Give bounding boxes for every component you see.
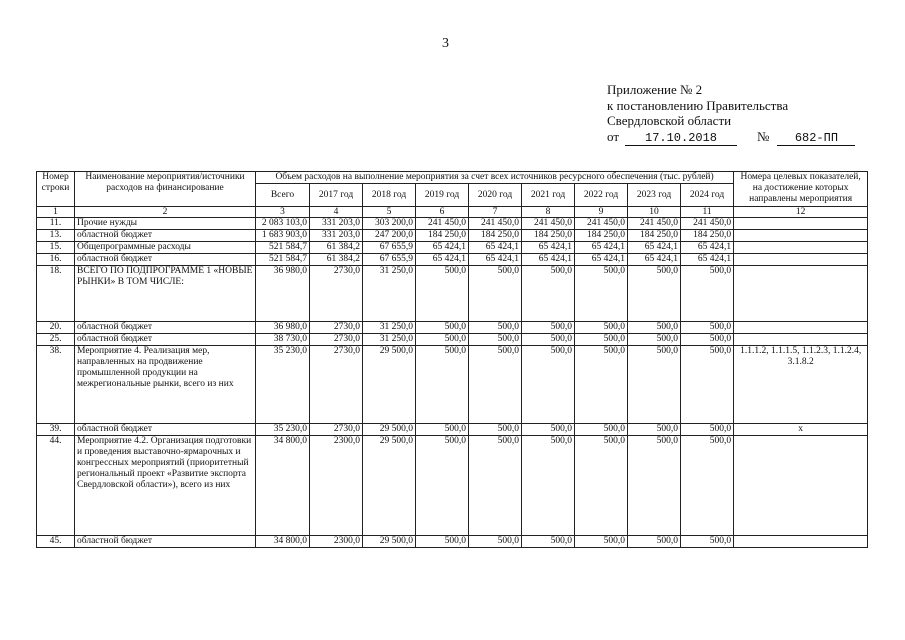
row-targets [734,266,868,322]
row-number: 44. [37,436,75,536]
row-total: 521 584,7 [256,242,310,254]
appendix-resolution: к постановлению Правительства [607,97,789,113]
row-year-value: 65 424,1 [681,242,734,254]
row-name: Общепрограммные расходы [75,242,256,254]
row-year-value: 67 655,9 [363,242,416,254]
row-name: областной бюджет [75,254,256,266]
row-year-value: 67 655,9 [363,254,416,266]
row-name: областной бюджет [75,536,256,548]
table-row [37,436,868,536]
row-targets [734,536,868,548]
row-year-value: 65 424,1 [628,254,681,266]
row-total: 35 230,0 [256,424,310,436]
header-year: 2023 год [628,184,681,207]
row-year-value: 500,0 [681,266,734,322]
row-year-value: 500,0 [628,334,681,346]
row-year-value: 500,0 [575,334,628,346]
table-row [37,218,868,230]
column-index: 8 [522,207,575,218]
column-index: 11 [681,207,734,218]
row-year-value: 331 203,0 [310,218,363,230]
row-year-value: 184 250,0 [469,230,522,242]
row-total: 2 083 103,0 [256,218,310,230]
row-year-value: 500,0 [522,334,575,346]
table-row [37,266,868,322]
row-year-value: 500,0 [681,322,734,334]
row-targets [734,436,868,536]
row-year-value: 303 200,0 [363,218,416,230]
row-year-value: 500,0 [416,536,469,548]
column-index: 4 [310,207,363,218]
row-year-value: 241 450,0 [628,218,681,230]
row-year-value: 2300,0 [310,536,363,548]
row-year-value: 500,0 [469,536,522,548]
header-year: 2017 год [310,184,363,207]
row-year-value: 61 384,2 [310,242,363,254]
row-year-value: 241 450,0 [416,218,469,230]
column-index: 1 [37,207,75,218]
row-targets [734,254,868,266]
row-year-value: 500,0 [522,424,575,436]
row-number: 11. [37,218,75,230]
row-year-value: 65 424,1 [628,242,681,254]
row-year-value: 500,0 [628,436,681,536]
row-year-value: 29 500,0 [363,536,416,548]
row-year-value: 500,0 [681,346,734,424]
row-year-value: 2730,0 [310,334,363,346]
row-year-value: 500,0 [628,536,681,548]
table-row [37,536,868,548]
row-year-value: 31 250,0 [363,334,416,346]
header-year: 2021 год [522,184,575,207]
header-row-no: Номер строки [37,172,75,207]
row-year-value: 241 450,0 [522,218,575,230]
header-volume: Объем расходов на выполнение мероприятия за счет всех источников ресурсного обеспечения (тыс. рублей) [256,172,734,184]
row-year-value: 247 200,0 [363,230,416,242]
row-number: 38. [37,346,75,424]
resolution-number: 682-ПП [777,132,855,146]
row-number: 25. [37,334,75,346]
row-number: 20. [37,322,75,334]
row-targets: 1.1.1.2, 1.1.1.5, 1.1.2.3, 1.1.2.4, 3.1.8.2 [734,346,868,424]
row-name: Мероприятие 4. Реализация мер, направленных на продвижение промышленной продукции на межрегиональные рынки, всего из них [75,346,256,424]
row-name: областной бюджет [75,424,256,436]
row-name: областной бюджет [75,334,256,346]
row-year-value: 500,0 [522,266,575,322]
row-number: 16. [37,254,75,266]
header-total: Всего [256,184,310,207]
row-total: 38 730,0 [256,334,310,346]
row-year-value: 65 424,1 [416,242,469,254]
column-index: 12 [734,207,868,218]
header-year: 2018 год [363,184,416,207]
row-total: 35 230,0 [256,346,310,424]
row-year-value: 31 250,0 [363,266,416,322]
row-year-value: 29 500,0 [363,436,416,536]
row-year-value: 500,0 [628,322,681,334]
row-year-value: 500,0 [522,322,575,334]
row-year-value: 61 384,2 [310,254,363,266]
row-year-value: 2730,0 [310,346,363,424]
row-year-value: 500,0 [416,266,469,322]
header-year: 2020 год [469,184,522,207]
row-year-value: 65 424,1 [681,254,734,266]
row-year-value: 500,0 [469,322,522,334]
row-year-value: 184 250,0 [416,230,469,242]
row-name: ВСЕГО ПО ПОДПРОГРАММЕ 1 «НОВЫЕ РЫНКИ» В ТОМ ЧИСЛЕ: [75,266,256,322]
row-name: областной бюджет [75,322,256,334]
row-year-value: 500,0 [522,346,575,424]
row-year-value: 184 250,0 [628,230,681,242]
appendix-title: Приложение № 2 [607,82,703,97]
appendix-region: Свердловской области [607,113,732,128]
column-index: 5 [363,207,416,218]
column-index: 7 [469,207,522,218]
row-year-value: 184 250,0 [681,230,734,242]
resolution-date: 17.10.2018 [625,132,737,146]
row-number: 15. [37,242,75,254]
row-name: Мероприятие 4.2. Организация подготовки и проведения выставочно-ярмарочных и конгрессных мероприятий (приоритетный региональный проект «Развитие экспорта Свердловской области»), всего из них [75,436,256,536]
column-index: 2 [75,207,256,218]
row-targets [734,322,868,334]
row-total: 521 584,7 [256,254,310,266]
row-year-value: 2730,0 [310,322,363,334]
row-number: 18. [37,266,75,322]
row-year-value: 29 500,0 [363,424,416,436]
row-targets [734,334,868,346]
expenditure-table [36,171,868,548]
row-year-value: 500,0 [628,346,681,424]
row-year-value: 65 424,1 [575,242,628,254]
row-name: областной бюджет [75,230,256,242]
header-name: Наименование мероприятия/источники расходов на финансирование [75,172,256,207]
row-year-value: 500,0 [575,424,628,436]
header-year: 2019 год [416,184,469,207]
row-year-value: 500,0 [469,436,522,536]
header-targets: Номера целевых показателей, на достижение которых направлены мероприятия [734,172,868,207]
row-year-value: 65 424,1 [416,254,469,266]
row-year-value: 65 424,1 [469,254,522,266]
row-year-value: 500,0 [681,424,734,436]
row-year-value: 65 424,1 [522,242,575,254]
row-year-value: 500,0 [628,424,681,436]
row-year-value: 184 250,0 [575,230,628,242]
row-year-value: 500,0 [416,334,469,346]
table-row [37,242,868,254]
row-total: 36 980,0 [256,266,310,322]
row-year-value: 500,0 [681,436,734,536]
row-year-value: 2730,0 [310,266,363,322]
header-year: 2022 год [575,184,628,207]
row-year-value: 31 250,0 [363,322,416,334]
row-year-value: 500,0 [416,346,469,424]
header-year: 2024 год [681,184,734,207]
row-year-value: 500,0 [575,266,628,322]
row-year-value: 184 250,0 [522,230,575,242]
row-year-value: 500,0 [575,322,628,334]
appendix-header [607,82,855,146]
row-targets [734,218,868,230]
column-index-row [37,207,868,218]
row-targets [734,230,868,242]
row-year-value: 65 424,1 [575,254,628,266]
row-year-value: 500,0 [522,436,575,536]
row-year-value: 500,0 [575,436,628,536]
row-year-value: 500,0 [681,334,734,346]
row-year-value: 2300,0 [310,436,363,536]
table-row [37,254,868,266]
header-row-1 [37,172,868,184]
row-number: 45. [37,536,75,548]
row-year-value: 65 424,1 [522,254,575,266]
table-row [37,230,868,242]
row-year-value: 500,0 [469,266,522,322]
row-number: 39. [37,424,75,436]
row-year-value: 500,0 [469,334,522,346]
table-row [37,424,868,436]
row-year-value: 500,0 [469,346,522,424]
row-year-value: 500,0 [628,266,681,322]
row-year-value: 500,0 [469,424,522,436]
table-row [37,322,868,334]
column-index: 3 [256,207,310,218]
row-year-value: 500,0 [575,346,628,424]
page-number: 3 [442,36,449,51]
row-total: 1 683 903,0 [256,230,310,242]
row-year-value: 500,0 [416,424,469,436]
row-year-value: 500,0 [416,436,469,536]
row-targets: x [734,424,868,436]
row-number: 13. [37,230,75,242]
row-year-value: 29 500,0 [363,346,416,424]
row-name: Прочие нужды [75,218,256,230]
column-index: 9 [575,207,628,218]
row-year-value: 500,0 [681,536,734,548]
column-index: 10 [628,207,681,218]
row-year-value: 65 424,1 [469,242,522,254]
number-prefix: № [757,128,770,144]
row-year-value: 500,0 [575,536,628,548]
row-targets [734,242,868,254]
row-year-value: 500,0 [416,322,469,334]
appendix-date-line [607,129,855,146]
row-total: 34 800,0 [256,536,310,548]
row-year-value: 500,0 [522,536,575,548]
table-row [37,346,868,424]
row-year-value: 241 450,0 [575,218,628,230]
row-year-value: 331 203,0 [310,230,363,242]
row-year-value: 241 450,0 [681,218,734,230]
row-year-value: 241 450,0 [469,218,522,230]
row-total: 36 980,0 [256,322,310,334]
row-total: 34 800,0 [256,436,310,536]
row-year-value: 2730,0 [310,424,363,436]
date-prefix: от [607,128,620,144]
table-row [37,334,868,346]
column-index: 6 [416,207,469,218]
